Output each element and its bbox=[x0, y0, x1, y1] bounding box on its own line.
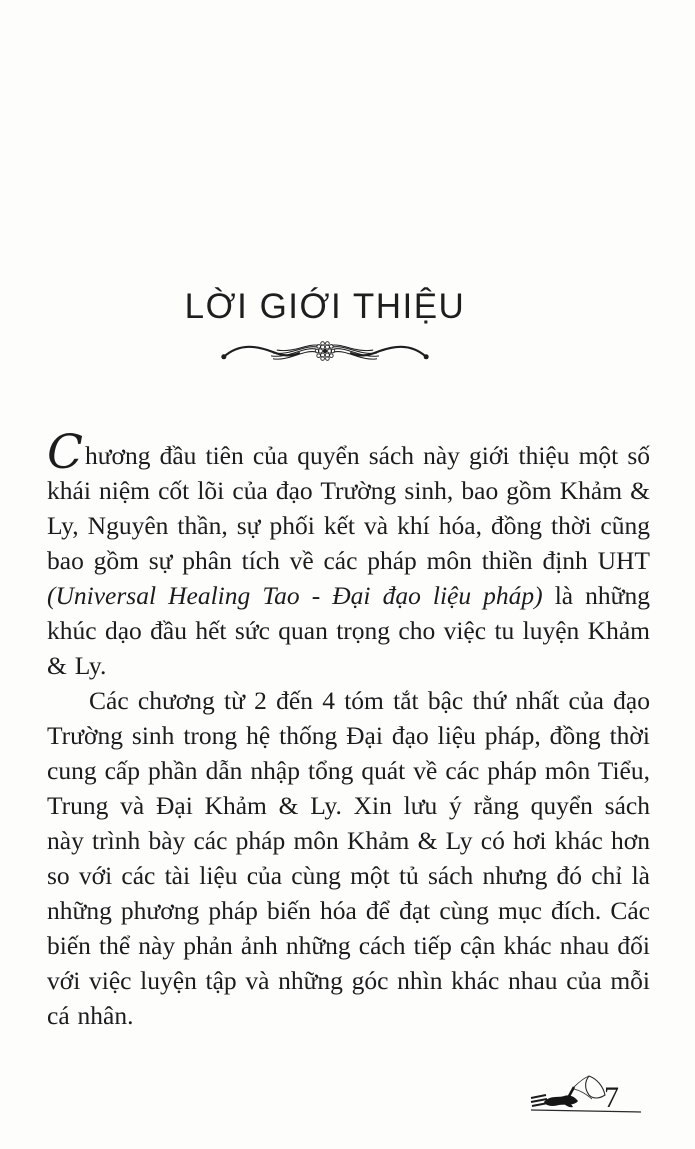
page-footer bbox=[523, 1069, 645, 1119]
chapter-header bbox=[25, 288, 625, 372]
paragraph-1 bbox=[47, 425, 650, 683]
page-number: 7 bbox=[604, 1081, 619, 1114]
paragraph-1-italic-text: (Universal Healing Tao - Đại đạo liệu pháp) bbox=[47, 581, 543, 610]
paragraph-2 bbox=[47, 683, 650, 1033]
chapter-body bbox=[47, 425, 650, 1033]
paragraph-1-text: hương đầu tiên của quyển sách này giới thiệu một số khái niệm cốt lõi của đạo Trường sinh, bao gồm Khảm & Ly, Nguyên thần, sự phối kết và khí hóa, đồng thời cũng bao gồm sự phân tích về các pháp môn thiền định UHT bbox=[47, 441, 650, 575]
chapter-title: LỜI GIỚI THIỆU bbox=[184, 287, 466, 326]
rosette-icon bbox=[315, 341, 334, 360]
paragraph-2-text: Các chương từ 2 đến 4 tóm tắt bậc thứ nhất của đạo Trường sinh trong hệ thống Đại đạo liệu pháp, đồng thời cung cấp phần dẫn nhập tổng quát về các pháp môn Tiểu, Trung và Đại Khảm & Ly. Xin lưu ý rằng quyển sách này trình bày các pháp môn Khảm & Ly có hơi khác hơn so với các tài liệu của cùng một tủ sách nhưng đó chỉ là những phương pháp biến hóa để đạt cùng mục đích. Các biến thể này phản ảnh những cách tiếp cận khác nhau đối với việc luyện tập và những góc nhìn khác nhau của mỗi cá nhân. bbox=[47, 686, 650, 1030]
paragraph-1-text-after: là những khúc dạo đầu hết sức quan trọng cho việc tu luyện Khảm & Ly. bbox=[47, 581, 650, 680]
drop-cap-initial: C bbox=[47, 425, 83, 480]
kite-flyer-figure-icon bbox=[523, 1069, 645, 1119]
title-flourish-icon bbox=[219, 336, 431, 367]
